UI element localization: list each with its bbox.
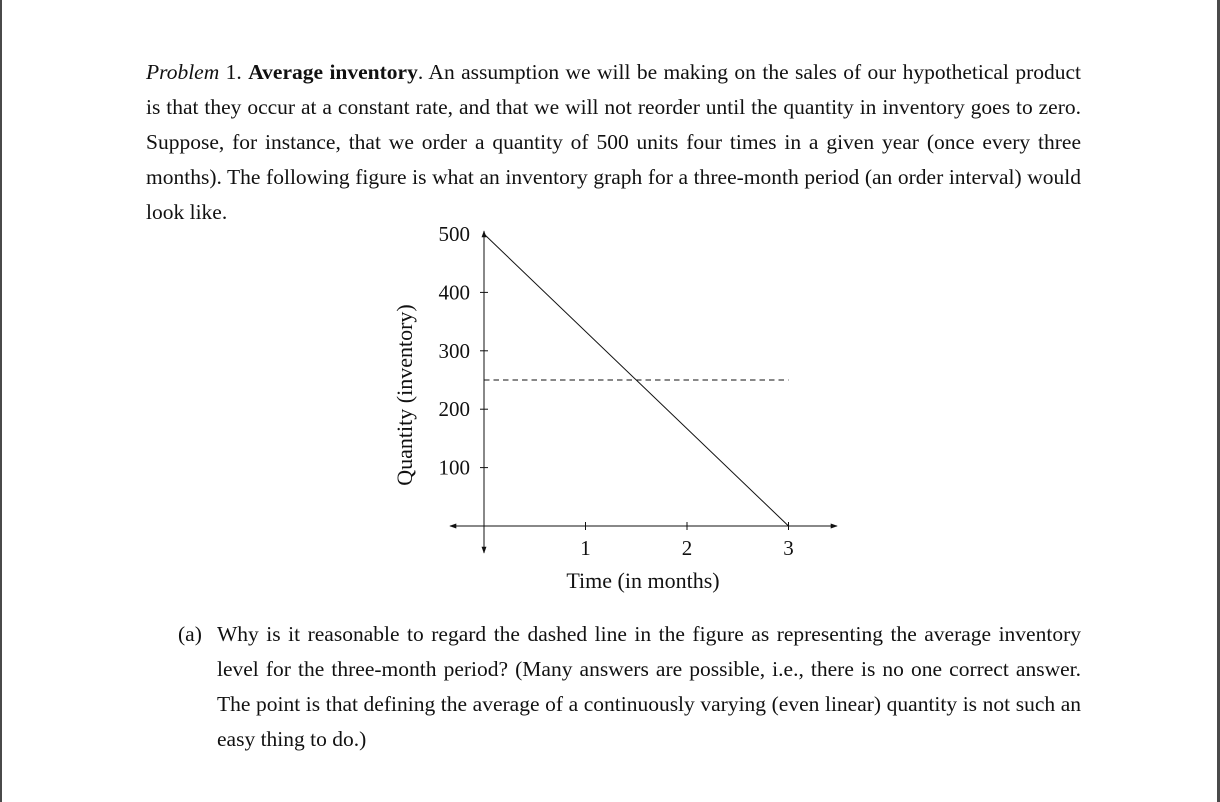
y-tick-label: 300 (438, 338, 470, 363)
problem-label: Problem (146, 59, 220, 84)
y-axis-label: Quantity (inventory) (392, 304, 417, 486)
series-group (484, 234, 789, 526)
x-ticks (580, 522, 794, 560)
problem-title: Average inventory (248, 59, 418, 84)
x-axis-label: Time (in months) (566, 568, 720, 593)
part-a (178, 617, 1081, 757)
problem-body: An assumption we will be making on the sales of our hypothetical product is that they occur at a constant rate, and that we will not reorder until the quantity in inventory goes to zero. Suppose, for instance, that we order a quantity of 500 units four times in a given year (once every three months). The following figure is what an inventory graph for a three-month period (an order interval) would look like. (146, 59, 1081, 224)
part-a-label: (a) (178, 622, 202, 646)
problem-number: 1. (225, 59, 242, 84)
x-tick-label: 3 (783, 536, 794, 560)
y-tick-label: 200 (438, 397, 470, 422)
y-tick-label: 500 (438, 222, 470, 246)
y-tick-label: 100 (438, 455, 470, 480)
problem-title-period: . (417, 59, 424, 84)
x-tick-label: 2 (681, 536, 693, 560)
part-a-text: Why is it reasonable to regard the dashed line in the figure as representing the average inventory level for the three-month period? (Many answers are possible, i.e., there is no one correct answer. The point is that defining the average of a continuously varying (even linear) quantity is not such an easy thing to do.) (217, 622, 1081, 751)
x-tick-label: 1 (580, 536, 591, 560)
y-ticks (439, 222, 489, 480)
y-tick-label: 400 (438, 280, 470, 305)
